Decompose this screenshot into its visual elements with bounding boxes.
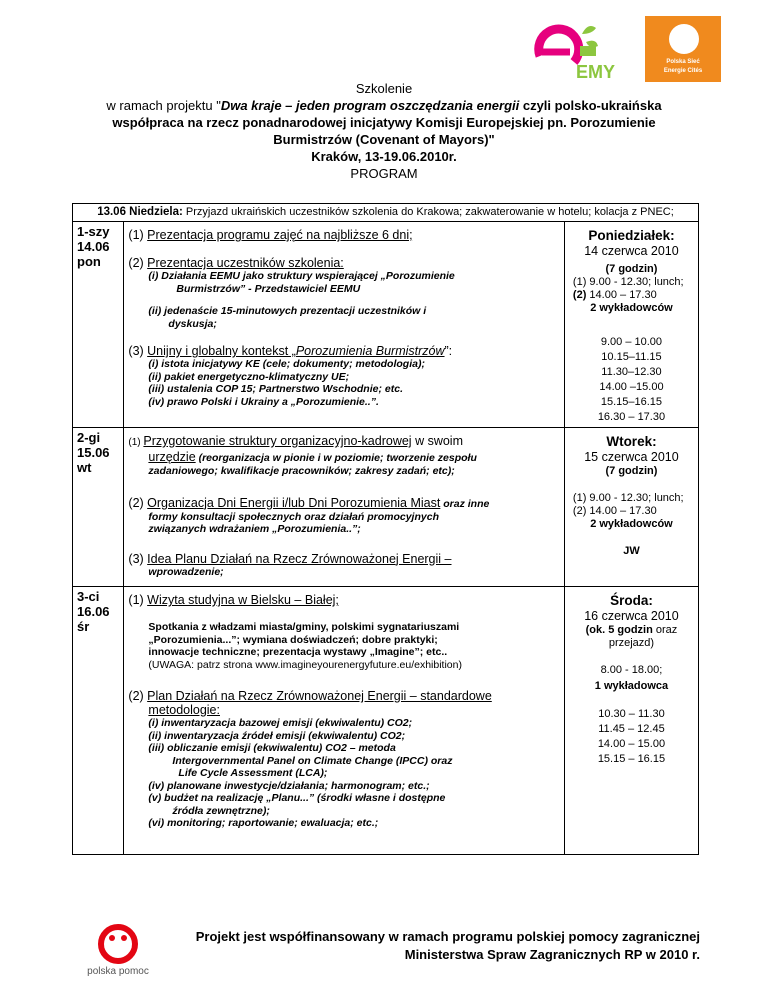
day-number: 2-gi	[77, 430, 101, 445]
hours-regular: oraz	[652, 624, 678, 636]
polska-pomoc-label: polska pomoc	[87, 966, 149, 977]
day-date: 14.06	[77, 239, 110, 254]
visit-note: (UWAGA: patrz strona www.imagineyourenergyfuture.eu/exhibition)	[148, 658, 462, 671]
section-item: (i) Działania EEMU jako struktury wspierającej „Porozumienie	[148, 270, 455, 282]
table-row	[73, 204, 699, 222]
method-item: (i) inwentaryzacja bazowej emisji (ekwiwalentu) CO2;	[148, 717, 413, 729]
time-slot: 11.30–12.30	[601, 366, 662, 378]
session-number: (2)	[572, 289, 587, 301]
header-line6: PROGRAM	[350, 166, 418, 181]
weekday-date: 16 czerwca 2010	[584, 609, 679, 623]
section	[128, 256, 560, 270]
time-slot: 14.00 –15.00	[599, 381, 664, 393]
time-slot: 15.15 – 16.15	[597, 753, 666, 765]
day-abbr: wt	[77, 460, 92, 475]
day-abbr: pon	[77, 254, 101, 269]
section-item: związanych wdrażaniem „Porozumienia..”;	[148, 523, 361, 535]
lecturers-count: 2 wykładowców	[590, 302, 673, 314]
session-time	[569, 289, 694, 302]
section-title: Przygotowanie struktury organizacyjno-kadrowej	[143, 434, 412, 448]
section	[128, 689, 560, 703]
section	[128, 496, 560, 511]
section-item: zadaniowego; kwalifikacje pracowników; zakresy zadań; etc);	[148, 465, 455, 477]
header-line2-italic: Dwa kraje – jeden program oszczędzania energii	[220, 98, 520, 113]
day-label	[73, 428, 124, 587]
visit-detail: „Porozumienia...”; wymiana doświadczeń; dobre praktyki;	[148, 633, 438, 646]
footer-text	[160, 928, 700, 964]
arrival-row	[73, 204, 699, 222]
pse-logo-mark	[669, 24, 699, 54]
hours-count	[569, 624, 694, 637]
section-title: Prezentacja programu zajęć na najbliższe 6 dni;	[147, 228, 413, 242]
section-title-cont: metodologie:	[148, 703, 220, 717]
section-number: (1)	[128, 437, 144, 448]
section-number: (1)	[128, 593, 148, 607]
section-item: (i) istota inicjatywy KE (cele; dokumenty; metodologia);	[148, 358, 425, 370]
time-slot: 10.30 – 11.30	[598, 708, 665, 720]
arrival-day: 13.06 Niedziela:	[97, 206, 183, 218]
hours-count: (7 godzin)	[605, 465, 658, 477]
section-item: (ii) pakiet energetyczno-klimatyczny UE;	[148, 370, 350, 383]
section-number: (2)	[128, 495, 148, 510]
section-title: Organizacja Dni Energii i/lub Dni Porozumienia Miast	[147, 495, 441, 510]
footer-line2: Ministerstwa Spraw Zagranicznych RP w 2010 r.	[404, 947, 700, 962]
visit-detail: Spotkania z władzami miasta/gminy, polskimi sygnatariuszami	[148, 621, 460, 633]
time-slots	[569, 335, 694, 425]
time-slots	[569, 707, 694, 767]
day-schedule	[564, 587, 698, 855]
eemy-logo-text: EMY	[576, 62, 616, 82]
method-item: Intergovernmental Panel on Climate Change (IPCC) oraz	[172, 754, 453, 767]
weekday-date: 15 czerwca 2010	[584, 450, 679, 464]
time-slot: 15.15–16.15	[600, 396, 663, 408]
section-item: (iv) prawo Polski i Ukrainy a „Porozumienie..”.	[148, 395, 379, 408]
table-row	[73, 222, 699, 428]
visit-detail: innowacje techniczne; prezentacja wystawy „Imagine”; etc..	[148, 646, 448, 658]
day-label	[73, 587, 124, 855]
method-item: źródła zewnętrzne);	[172, 804, 270, 817]
header-line2-prefix: w ramach projektu "	[106, 98, 221, 113]
day-date: 15.06	[77, 445, 110, 460]
method-item: (iii) obliczanie emisji (ekwiwalentu) CO2 – metoda	[148, 742, 396, 754]
header-logos	[530, 14, 740, 84]
day-schedule	[564, 428, 698, 587]
day-content	[124, 587, 565, 855]
section-title: Plan Działań na Rzecz Zrównoważonej Energii – standardowe	[147, 689, 492, 703]
section-title-cont: urzędzie	[148, 450, 196, 464]
day-abbr: śr	[77, 619, 90, 634]
section-title-italic: Porozumienia Burmistrzów	[295, 344, 445, 358]
polska-pomoc-logo	[78, 922, 158, 982]
section-title-tail: w swoim	[411, 434, 463, 448]
section-number: (2)	[128, 256, 148, 270]
header-line4: Burmistrzów (Covenant of Mayors)"	[273, 132, 495, 147]
session-time: (2) 14.00 – 17.30	[572, 505, 657, 517]
section-number: (3)	[128, 551, 148, 566]
header-line5: Kraków, 13-19.06.2010r.	[311, 149, 457, 164]
section-number: (2)	[128, 689, 148, 703]
day-number: 1-szy	[77, 224, 110, 239]
weekday-title: Wtorek:	[606, 434, 657, 449]
pse-logo	[645, 16, 721, 82]
session-hours: 14.00 – 17.30	[586, 289, 657, 301]
hours-count: (7 godzin)	[605, 263, 658, 275]
section	[128, 552, 560, 566]
footer-line1: Projekt jest współfinansowany w ramach programu polskiej pomocy zagranicznej	[195, 929, 700, 944]
visit-time: 8.00 - 18.00;	[600, 664, 663, 676]
section-title: Unijny i globalny kontekst „	[147, 344, 296, 358]
section	[128, 593, 560, 607]
method-item: Life Cycle Assessment (LCA);	[178, 767, 328, 779]
day-number: 3-ci	[77, 589, 100, 604]
header-line3: współpraca na rzecz ponadnarodowej inicjatywy Komisji Europejskiej pn. Porozumienie	[112, 115, 656, 130]
pse-logo-line1: Polska Sieć	[666, 59, 700, 65]
day-content	[124, 222, 565, 428]
method-item: (v) budżet na realizację „Planu...” (środki własne i dostępne	[148, 792, 446, 804]
day-content	[124, 428, 565, 587]
table-row	[73, 587, 699, 855]
section-item: wprowadzenie;	[148, 565, 224, 578]
section-line	[128, 450, 560, 465]
header-line2	[60, 97, 708, 114]
weekday-title: Poniedziałek:	[588, 228, 675, 243]
hours-travel: przejazd)	[608, 637, 655, 649]
section-item: formy konsultacji społecznych oraz działań promocyjnych	[148, 510, 439, 523]
lecturers-count: 1 wykładowca	[594, 680, 669, 692]
section-title: Idea Planu Działań na Rzecz Zrównoważonej Energii –	[147, 551, 452, 566]
eemy-logo	[530, 14, 630, 84]
section-title: Wizyta studyjna w Bielsku – Białej;	[147, 593, 339, 607]
time-slot: 11.45 – 12.45	[598, 723, 665, 735]
section-title-end: ”:	[444, 344, 453, 358]
same-as-above: JW	[623, 545, 640, 557]
section-note: oraz inne	[440, 497, 490, 510]
table-row	[73, 428, 699, 587]
day-date: 16.06	[77, 604, 110, 619]
time-slot: 14.00 – 15.00	[597, 738, 666, 750]
section	[128, 228, 560, 242]
arrival-text: Przyjazd ukraińskich uczestników szkolenia do Krakowa; zakwaterowanie w hotelu; kolacja z PNEC;	[182, 206, 674, 218]
section	[128, 434, 560, 450]
section-line	[128, 703, 560, 717]
method-item: (ii) inwentaryzacja źródeł emisji (ekwiwalentu) CO2;	[148, 729, 406, 742]
header-line1: Szkolenie	[355, 81, 413, 96]
day-schedule	[564, 222, 698, 428]
section-item: (iii) ustalenia COP 15; Partnerstwo Wschodnie; etc.	[148, 383, 403, 395]
hours-bold: (ok. 5 godzin	[585, 624, 653, 636]
weekday-date: 14 czerwca 2010	[584, 244, 679, 258]
header-line2-suffix: czyli polsko-ukraińska	[519, 98, 662, 113]
method-item: (vi) monitoring; raportowanie; ewaluacja; etc.;	[148, 817, 379, 829]
day-label	[73, 222, 124, 428]
lecturers-count: 2 wykładowców	[590, 518, 673, 530]
program-table	[72, 203, 699, 855]
method-item: (iv) planowane inwestycje/działania; harmonogram; etc.;	[148, 779, 430, 792]
section-number: (3)	[128, 344, 148, 358]
pse-logo-line2: Energie Cités	[663, 68, 703, 74]
session-time: (1) 9.00 - 12.30; lunch;	[572, 276, 684, 288]
session-time: (1) 9.00 - 12.30; lunch;	[572, 492, 684, 504]
section	[128, 344, 560, 358]
document-header	[60, 80, 708, 182]
section-title: Prezentacja uczestników szkolenia:	[147, 256, 344, 270]
section-item: (ii) jedenaście 15-minutowych prezentacji uczestników i	[148, 305, 427, 317]
section-number: (1)	[128, 228, 148, 242]
time-slot: 9.00 – 10.00	[600, 336, 663, 348]
time-slot: 16.30 – 17.30	[597, 411, 666, 423]
section-item: Burmistrzów” - Przedstawiciel EEMU	[176, 282, 361, 295]
section-item: dyskusja;	[168, 317, 217, 330]
time-slot: 10.15–11.15	[601, 351, 662, 363]
section-note: (reorganizacja w pionie i w poziomie; tworzenie zespołu	[195, 452, 477, 464]
weekday-title: Środa:	[610, 593, 653, 608]
